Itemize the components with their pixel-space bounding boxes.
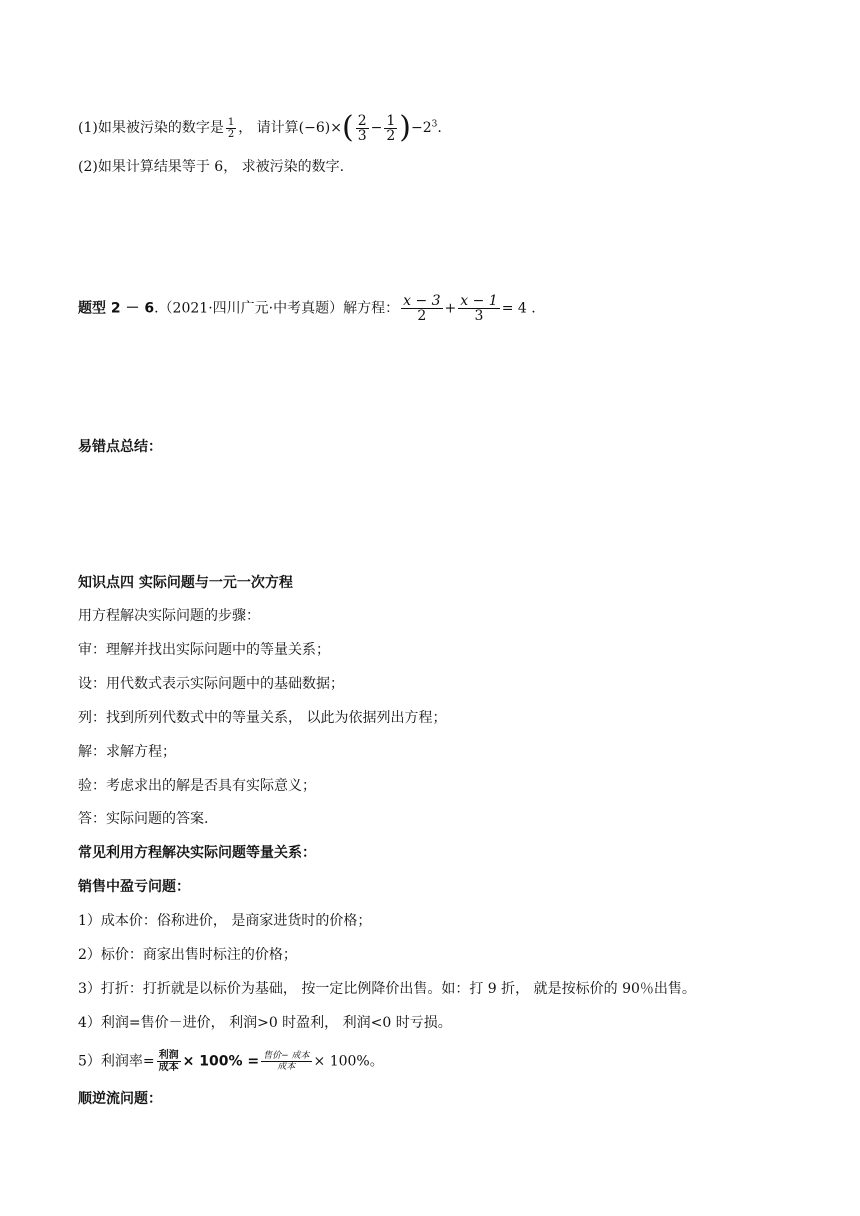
left-paren: ( [341,110,354,145]
sales-item: 2）标价：商家出售时标注的价格； [78,947,297,963]
step-line: 解：求解方程； [78,744,176,760]
problem-2-6: 题型 2 － 6.（2021·四川广元·中考真题）解方程： $\frac{x - 3}{2}$ + $\frac{x - 1}{3}$ = 4 . [78,293,536,324]
common-relations-heading: 常见利用方程解决实际问题等量关系： [78,845,316,861]
sales-item: 4）利润=售价－进价， 利润>0 时盈利， 利润<0 时亏损。 [78,1015,452,1031]
step-line: 列：找到所列代数式中的等量关系， 以此为依据列出方程； [78,710,447,726]
fraction-price-minus-cost-over-cost: $\frac{\text{售价− 成本}}{\text{成本}}$ [263,1051,310,1072]
fraction-x-minus-1-over-3: $\frac{x - 1}{3}$ [460,293,498,324]
step-line: 答：实际问题的答案. [78,811,209,827]
step-line: 用方程解决实际问题的步骤： [78,608,260,624]
step-line: 设：用代数式表示实际问题中的基础数据； [78,676,344,692]
fraction-two-thirds: $\frac{2}{3}$ [357,112,367,144]
fraction-x-minus-3-over-2: $\frac{x - 3}{2}$ [403,293,441,324]
right-paren: ) [399,110,411,145]
sales-heading: 销售中盈亏问题： [78,879,190,895]
knowledge-point-4-heading: 知识点四 实际问题与一元一次方程 [78,575,293,591]
profit-rate-formula: 5）利润率= $\frac{\text{利润}}{\text{成本}}$ × 100% = $\frac{\text{售价− 成本}}{\text{成本}}$ × 100%。 [78,1050,384,1073]
sales-item: 1）成本价：俗称进价， 是商家进货时的价格； [78,913,372,929]
step-line: 验：考虑求出的解是否具有实际意义； [78,778,316,794]
fraction-profit-over-cost: $\frac{\text{利润}}{\text{成本}}$ [158,1050,179,1073]
question-2: (2)如果计算结果等于 6， 求被污染的数字. [78,159,345,175]
sales-item: 3）打折：打折就是以标价为基础， 按一定比例降价出售。如：打 9 折， 就是按标价的 90％出售。 [78,981,696,997]
flow-heading: 顺逆流问题： [78,1091,162,1107]
step-line: 审：理解并找出实际问题中的等量关系； [78,642,330,658]
question-1: (1)如果被污染的数字是 $\frac{1}{2}$ ， 请计算(−6)×( $\frac{2}{3}$ − $\frac{1}{2}$ )$-2^3$. [78,110,442,145]
fraction-half: $\frac{1}{2}$ [227,116,235,140]
errors-heading: 易错点总结： [78,439,162,455]
fraction-one-half: $\frac{1}{2}$ [386,112,396,144]
